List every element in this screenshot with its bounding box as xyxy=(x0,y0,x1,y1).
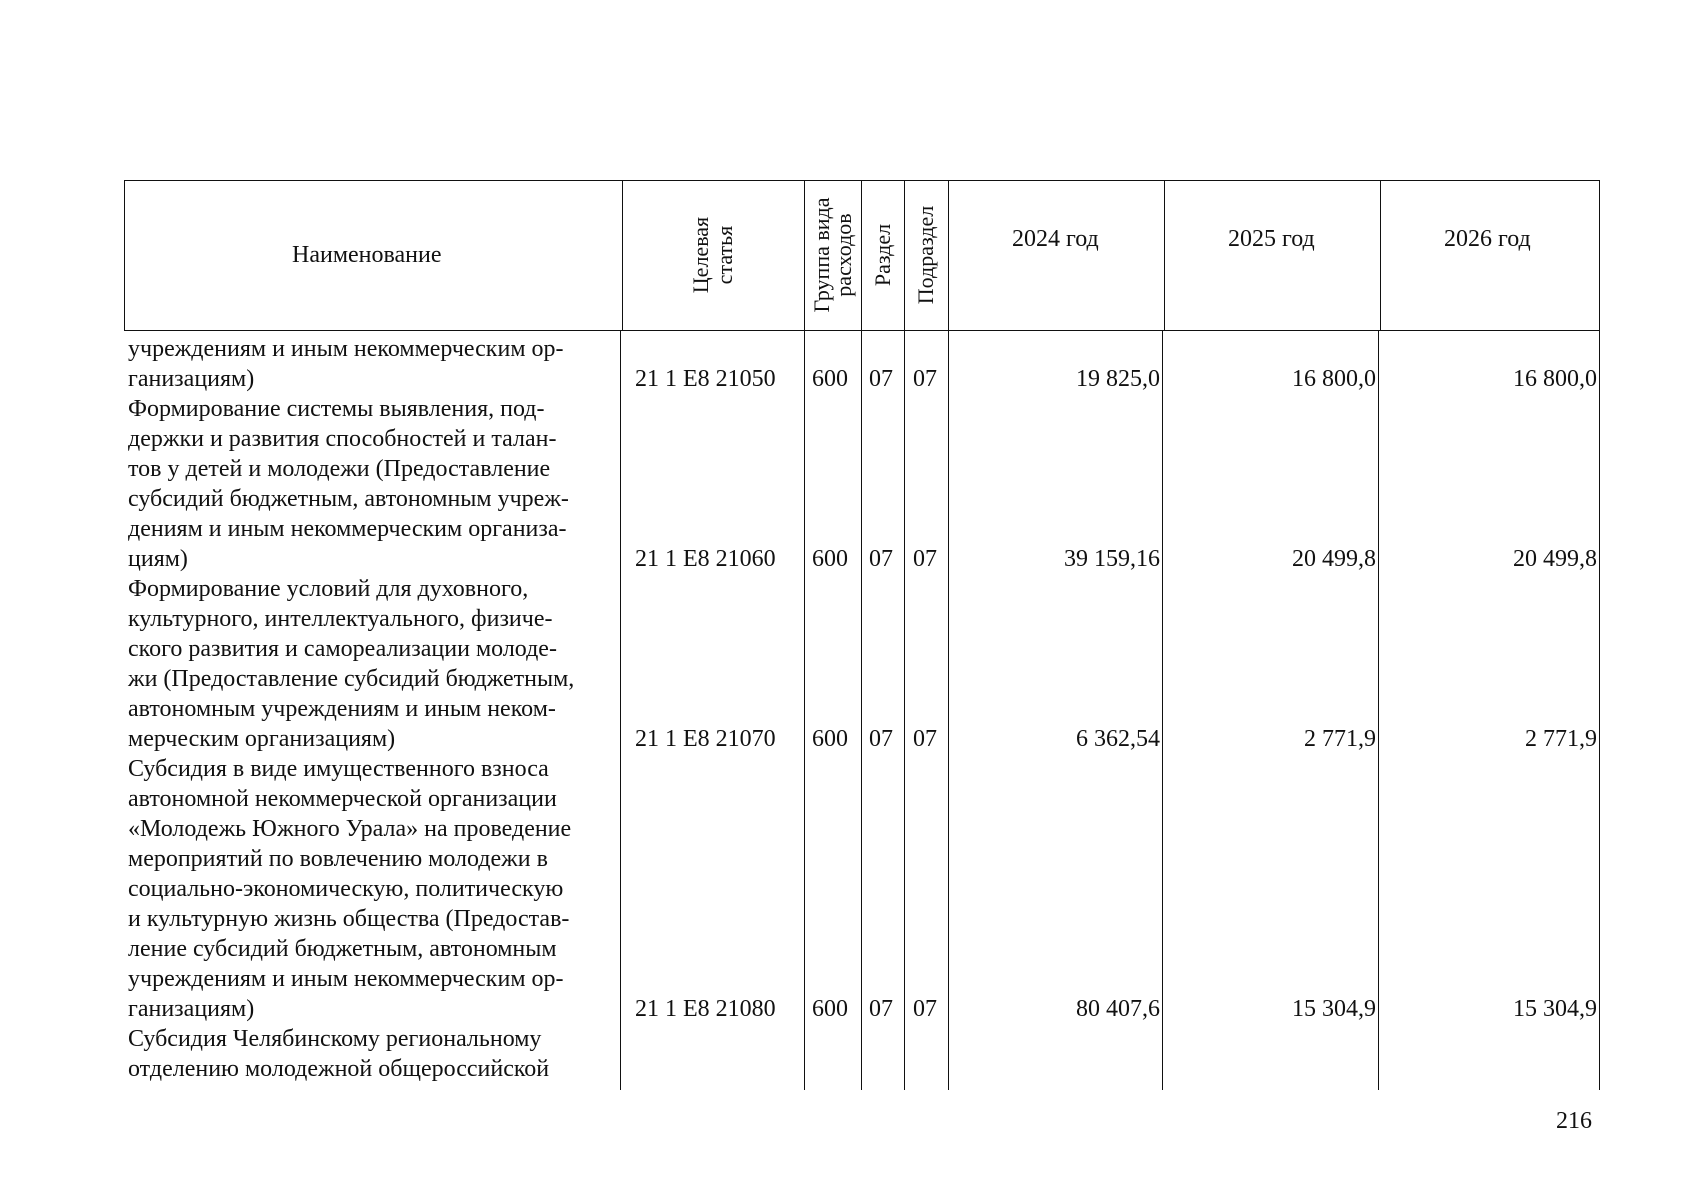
row-line: циям) xyxy=(128,546,188,572)
row-3-subsection: 07 xyxy=(913,726,937,752)
row-line: мероприятий по вовлечению молодежи в xyxy=(128,846,548,872)
row-4-article: 21 1 E8 21080 xyxy=(635,996,776,1022)
table-row-2-description xyxy=(128,394,616,574)
header-section: Раздел xyxy=(870,223,895,287)
row-3-group: 600 xyxy=(812,726,848,752)
row-2-2026: 20 499,8 xyxy=(1513,546,1597,572)
row-1-subsection: 07 xyxy=(913,366,937,392)
row-line: и культурную жизнь общества (Предостав- xyxy=(128,906,570,932)
row-line: ганизациям) xyxy=(128,996,255,1022)
header-name: Наименование xyxy=(292,242,442,268)
row-4-group: 600 xyxy=(812,996,848,1022)
row-1-2024: 19 825,0 xyxy=(1076,366,1160,392)
table-left-border xyxy=(124,180,125,330)
header-2026: 2026 год xyxy=(1444,226,1531,252)
row-2-section: 07 xyxy=(869,546,893,572)
row-line: ление субсидий бюджетным, автономным xyxy=(128,936,557,962)
header-subsection: Подраздел xyxy=(913,205,938,305)
row-line: мерческим организациям) xyxy=(128,726,396,752)
row-1-article: 21 1 E8 21050 xyxy=(635,366,776,392)
row-line: Формирование условий для духовного, xyxy=(128,576,529,602)
row-line: культурного, интеллектуального, физиче- xyxy=(128,606,553,632)
budget-table xyxy=(124,180,1599,1090)
row-3-article: 21 1 E8 21070 xyxy=(635,726,776,752)
row-4-2025: 15 304,9 xyxy=(1292,996,1376,1022)
row-1-2025: 16 800,0 xyxy=(1292,366,1376,392)
row-line: жи (Предоставление субсидий бюджетным, xyxy=(128,666,575,692)
table-row-3-description xyxy=(128,574,616,754)
row-1-group: 600 xyxy=(812,366,848,392)
row-line: субсидий бюджетным, автономным учреж- xyxy=(128,486,569,512)
header-target-article xyxy=(689,190,737,320)
row-line: Субсидия в виде имущественного взноса xyxy=(128,756,549,782)
row-line: автономным учреждениям и иным неком- xyxy=(128,696,556,722)
row-line: «Молодежь Южного Урала» на проведение xyxy=(128,816,572,842)
row-line: дениям и иным некоммерческим организа- xyxy=(128,516,567,542)
row-line: ганизациям) xyxy=(128,366,255,392)
row-4-subsection: 07 xyxy=(913,996,937,1022)
row-line: Формирование системы выявления, под- xyxy=(128,396,545,422)
row-1-2026: 16 800,0 xyxy=(1513,366,1597,392)
table-row-4-description xyxy=(128,754,616,1024)
table-row-1-description xyxy=(128,334,616,394)
row-line: учреждениям и иным некоммерческим ор- xyxy=(128,336,564,362)
row-4-2024: 80 407,6 xyxy=(1076,996,1160,1022)
row-2-subsection: 07 xyxy=(913,546,937,572)
page-number: 216 xyxy=(1556,1108,1592,1134)
row-3-2026: 2 771,9 xyxy=(1525,726,1597,752)
table-right-border xyxy=(1599,180,1600,330)
row-line: отделению молодежной общероссийской xyxy=(128,1056,550,1082)
row-line: тов у детей и молодежи (Предоставление xyxy=(128,456,551,482)
row-2-2024: 39 159,16 xyxy=(1064,546,1160,572)
row-4-section: 07 xyxy=(869,996,893,1022)
row-line: держки и развития способностей и талан- xyxy=(128,426,557,452)
row-3-2024: 6 362,54 xyxy=(1076,726,1160,752)
row-2-group: 600 xyxy=(812,546,848,572)
row-line: ского развития и самореализации молоде- xyxy=(128,636,557,662)
row-1-section: 07 xyxy=(869,366,893,392)
header-2025: 2025 год xyxy=(1228,226,1315,252)
header-target-article-text: Целевая статья xyxy=(688,216,737,294)
row-2-article: 21 1 E8 21060 xyxy=(635,546,776,572)
row-line: автономной некоммерческой организации xyxy=(128,786,557,812)
row-line: Субсидия Челябинскому региональному xyxy=(128,1026,542,1052)
row-3-section: 07 xyxy=(869,726,893,752)
header-expense-group-text: Группа вида расходов xyxy=(809,197,856,313)
row-4-2026: 15 304,9 xyxy=(1513,996,1597,1022)
header-2024: 2024 год xyxy=(1012,226,1099,252)
row-2-2025: 20 499,8 xyxy=(1292,546,1376,572)
row-line: социально-экономическую, политическую xyxy=(128,876,564,902)
row-line: учреждениям и иным некоммерческим ор- xyxy=(128,966,564,992)
row-3-2025: 2 771,9 xyxy=(1304,726,1376,752)
header-expense-group xyxy=(811,182,855,328)
table-row-5-description xyxy=(128,1024,616,1084)
